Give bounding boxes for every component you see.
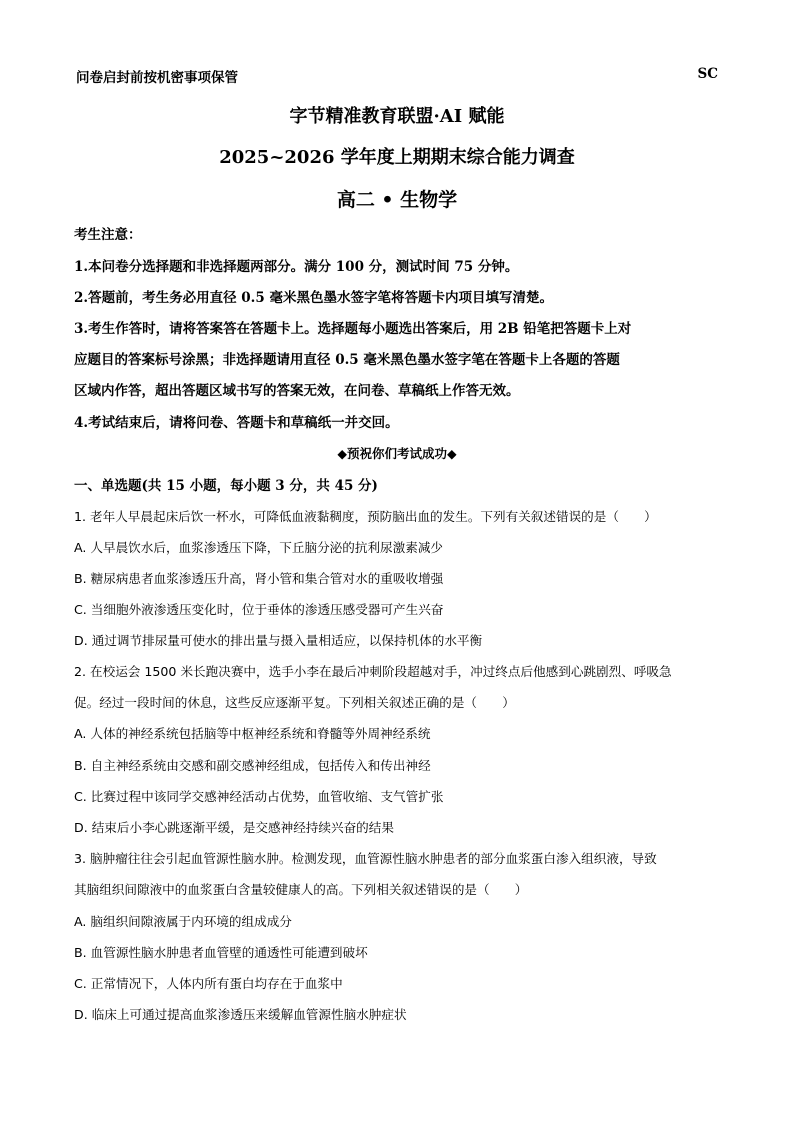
option-c: C. 比赛过程中该同学交感神经活动占优势，血管收缩、支气管扩张 [74, 789, 444, 804]
option-d: D. 通过调节排尿量可使水的排出量与摄入量相适应，以保持机体的水平衡 [74, 633, 483, 648]
notice-heading: 考生注意： [74, 227, 142, 243]
confidential-notice: 问卷启封前按机密事项保管 [76, 70, 238, 86]
option-c: C. 正常情况下，人体内所有蛋白均存在于血浆中 [74, 976, 343, 991]
question-stem: 其脑组织间隙液中的血浆蛋白含量较健康人的高。下列相关叙述错误的是（ ） [74, 882, 528, 897]
region-code: SC [697, 66, 718, 82]
question-stem: 1. 老年人早晨起床后饮一杯水，可降低血液黏稠度，预防脑出血的发生。下列有关叙述错误的是（ ） [74, 509, 657, 524]
question-stem: 2. 在校运会 1500 米长跑决赛中，选手小李在最后冲刺阶段超越对手，冲过终点后他感到心跳剧烈、呼吸急 [74, 664, 672, 679]
subject-title: 高二 • 生物学 [336, 189, 458, 211]
notice-line: 应题目的答案标号涂黑；非选择题请用直径 0.5 毫米黑色墨水签字笔在答题卡上各题的答题 [74, 352, 620, 368]
notice-line: 1.本问卷分选择题和非选择题两部分。满分 100 分，测试时间 75 分钟。 [74, 259, 519, 275]
option-d: D. 临床上可通过提高血浆渗透压来缓解血管源性脑水肿症状 [74, 1007, 407, 1022]
notice-line: 4.考试结束后，请将问卷、答题卡和草稿纸一并交回。 [74, 415, 399, 431]
blessing-line: ◆预祝你们考试成功◆ [337, 446, 457, 461]
exam-title: 2025~2026 学年度上期期末综合能力调查 [219, 147, 575, 168]
option-a: A. 脑组织间隙液属于内环境的组成成分 [74, 914, 292, 929]
option-b: B. 血管源性脑水肿患者血管壁的通透性可能遭到破坏 [74, 945, 368, 960]
notice-line: 2.答题前，考生务必用直径 0.5 毫米黑色墨水签字笔将答题卡内项目填写清楚。 [74, 290, 553, 306]
notice-line: 3.考生作答时，请将答案答在答题卡上。选择题每小题选出答案后，用 2B 铅笔把答题卡上对 [74, 321, 632, 337]
section-title: 一、单选题(共 15 小题，每小题 3 分，共 45 分) [74, 478, 378, 494]
option-a: A. 人体的神经系统包括脑等中枢神经系统和脊髓等外周神经系统 [74, 726, 431, 741]
option-d: D. 结束后小李心跳逐渐平缓，是交感神经持续兴奋的结果 [74, 820, 394, 835]
option-b: B. 糖尿病患者血浆渗透压升高，肾小管和集合管对水的重吸收增强 [74, 571, 444, 586]
question-stem: 促。经过一段时间的休息，这些反应逐渐平复。下列相关叙述正确的是（ ） [74, 695, 515, 710]
option-b: B. 自主神经系统由交感和副交感神经组成，包括传入和传出神经 [74, 758, 431, 773]
notice-line: 区域内作答，超出答题区域书写的答案无效，在问卷、草稿纸上作答无效。 [74, 383, 520, 399]
option-a: A. 人早晨饮水后，血浆渗透压下降，下丘脑分泌的抗利尿激素减少 [74, 540, 444, 555]
alliance-title: 字节精准教育联盟·AI 赋能 [289, 106, 505, 127]
question-stem: 3. 脑肿瘤往往会引起血管源性脑水肿。检测发现，血管源性脑水肿患者的部分血浆蛋白渗入组织液，导致 [74, 851, 657, 866]
option-c: C. 当细胞外液渗透压变化时，位于垂体的渗透压感受器可产生兴奋 [74, 602, 444, 617]
